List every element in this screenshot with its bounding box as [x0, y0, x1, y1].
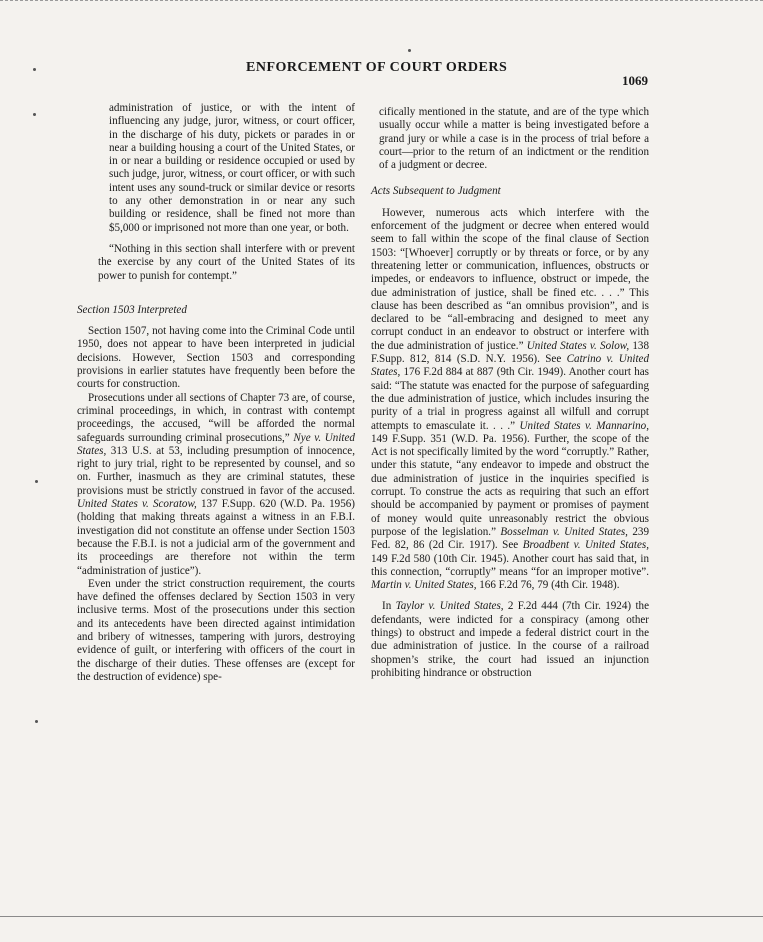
page-number: 1069 [622, 73, 648, 88]
margin-mark [35, 720, 38, 723]
page-header-title: ENFORCEMENT OF COURT ORDERS [246, 60, 508, 75]
case-citation: United States v. Solow, [526, 339, 630, 352]
case-citation: Catrino v. United States, [371, 353, 650, 379]
margin-mark [33, 68, 36, 71]
margin-mark [35, 480, 38, 483]
section-heading: Section 1503 Interpreted [77, 303, 187, 316]
case-citation: Nye v. United States, [77, 431, 355, 457]
right-column [371, 106, 649, 680]
margin-mark [33, 113, 36, 116]
case-citation: United States v. Mannarino, [519, 419, 649, 432]
paragraph: Section 1507, not having come into the Criminal Code until 1950, does not appear to have been interpreted in judicial decisions. However, Section 1503 and corresponding provisions in earlier statutes have frequently been before the courts for construction. [77, 325, 355, 391]
section-heading: Acts Subsequent to Judgment [371, 185, 501, 198]
paragraph: In Taylor v. United States, 2 F.2d 444 (7th Cir. 1924) the defendants, were indicted for a conspiracy (among other things) to obstruct and impede a federal district court in the due administration of justice. In the course of a railroad shopmen’s strike, the court had issued an injunction prohibiting hindrance or obstruction [371, 600, 649, 679]
case-citation: Broadbent v. United States, [522, 539, 649, 552]
margin-mark [408, 49, 411, 52]
case-citation: United States v. Scoratow, [77, 498, 197, 511]
paragraph: However, numerous acts which interfere with the enforcement of the judgment or decree when entered would seem to fall within the scope of the final clause of Section 1503: “[Whoever] corruptly or by threats or force, or by any threatening letter or communication, influences, obstructs or impedes, or endeavors to influence, obstruct or impede, the due administration of justice, shall be fined etc. . . .” This clause has been described as “an omnibus provision”, and is declared to be “all-embracing and designed to meet any corrupt conduct in an endeavor to obstruct or interfere with the due administration of justice.” United States v. Solow, 138 F.Supp. 812, 814 (S.D. N.Y. 1956). See Catrino v. United States, 176 F.2d 884 at 887 (9th Cir. 1949). Another court has said: “The statute was enacted for the purpose of safeguarding the due administration of justice, which includes insuring the purity of a trial in progress against all wilfull and corrupt attempts to emasculate it. . . .” United States v. Mannarino, 149 F.Supp. 351 (W.D. Pa. 1956). Further, the scope of the Act is not specifically limited by the word “corruptly.” Rather, under this statute, “any endeavor to impede and obstruct the due administration of justice in the inquiries specified is corrupt. To construe the acts as requiring that such an effort should be accompanied by payment or promises of payment of money would quite unreasonably restrict the obvious purpose of the legislation.” Bosselman v. United States, 239 Fed. 82, 86 (2d Cir. 1917). See Broadbent v. United States, 149 F.2d 580 (10th Cir. 1945). Another court has said that, in this connection, “corruptly” means “for an improper motive”. Martin v. United States, 166 F.2d 76, 79 (4th Cir. 1948). [371, 206, 650, 592]
paragraph: Prosecutions under all sections of Chapter 73 are, of course, criminal proceedings, in which, in contrast with contempt proceedings, the accused, “will be afforded the normal safeguards surrounding criminal prosecutions,” Nye v. United States, 313 U.S. at 53, including presumption of innocence, right to jury trial, right to be represented by counsel, and so on. Further, inasmuch as they are criminal statutes, these provisions must be strictly construed in favor of the accused. United States v. Scoratow, 137 F.Supp. 620 (W.D. Pa. 1956) (holding that making threats against a witness in an F.B.I. investigation did not constitute an offense under Section 1503 because the F.B.I. is not a judicial arm of the government and its proceedings are therefore not within the term “administration of justice”). [77, 391, 355, 577]
left-column [77, 102, 355, 684]
top-edge-line [0, 0, 763, 3]
bottom-edge-line [0, 916, 763, 917]
paragraph: cifically mentioned in the statute, and are of the type which usually occur while a matter is being investigated before a grand jury or while a case is in the process of trial before a court—prior to the return of an indictment or the rendition of a judgment or decree. [379, 106, 649, 172]
case-citation: Bosselman v. United States, [500, 525, 628, 538]
statute-quote: administration of justice, or with the intent of influencing any judge, juror, witness, or court officer, in the discharge of his duty, pickets or parades in or near a building housing a court of the United States, or in or near a building or residence occupied or used by such judge, juror, witness, or court officer, or with such intent uses any sound-truck or similar device or resorts to any other demonstration in or near any such building or residence, shall be fined not more than $5,000 or imprisoned not more than one year, or both. [109, 102, 355, 234]
paragraph: Even under the strict construction requirement, the courts have defined the offenses declared by Section 1503 in very inclusive terms. Most of the prosecutions under this section and its antecedents have been directed against intimidation and bribery of witnesses, tampering with jurors, destroying evidence of guilt, or interfering with officers of the court in the discharge of their duties. These offenses are (except for the destruction of evidence) spe- [77, 577, 355, 683]
case-citation: Taylor v. United States, [395, 600, 504, 613]
case-citation: Martin v. United States, [371, 579, 477, 592]
statute-quote-continuation: “Nothing in this section shall interfere with or prevent the exercise by any court of the United States of its power to punish for contempt.” [98, 242, 355, 282]
